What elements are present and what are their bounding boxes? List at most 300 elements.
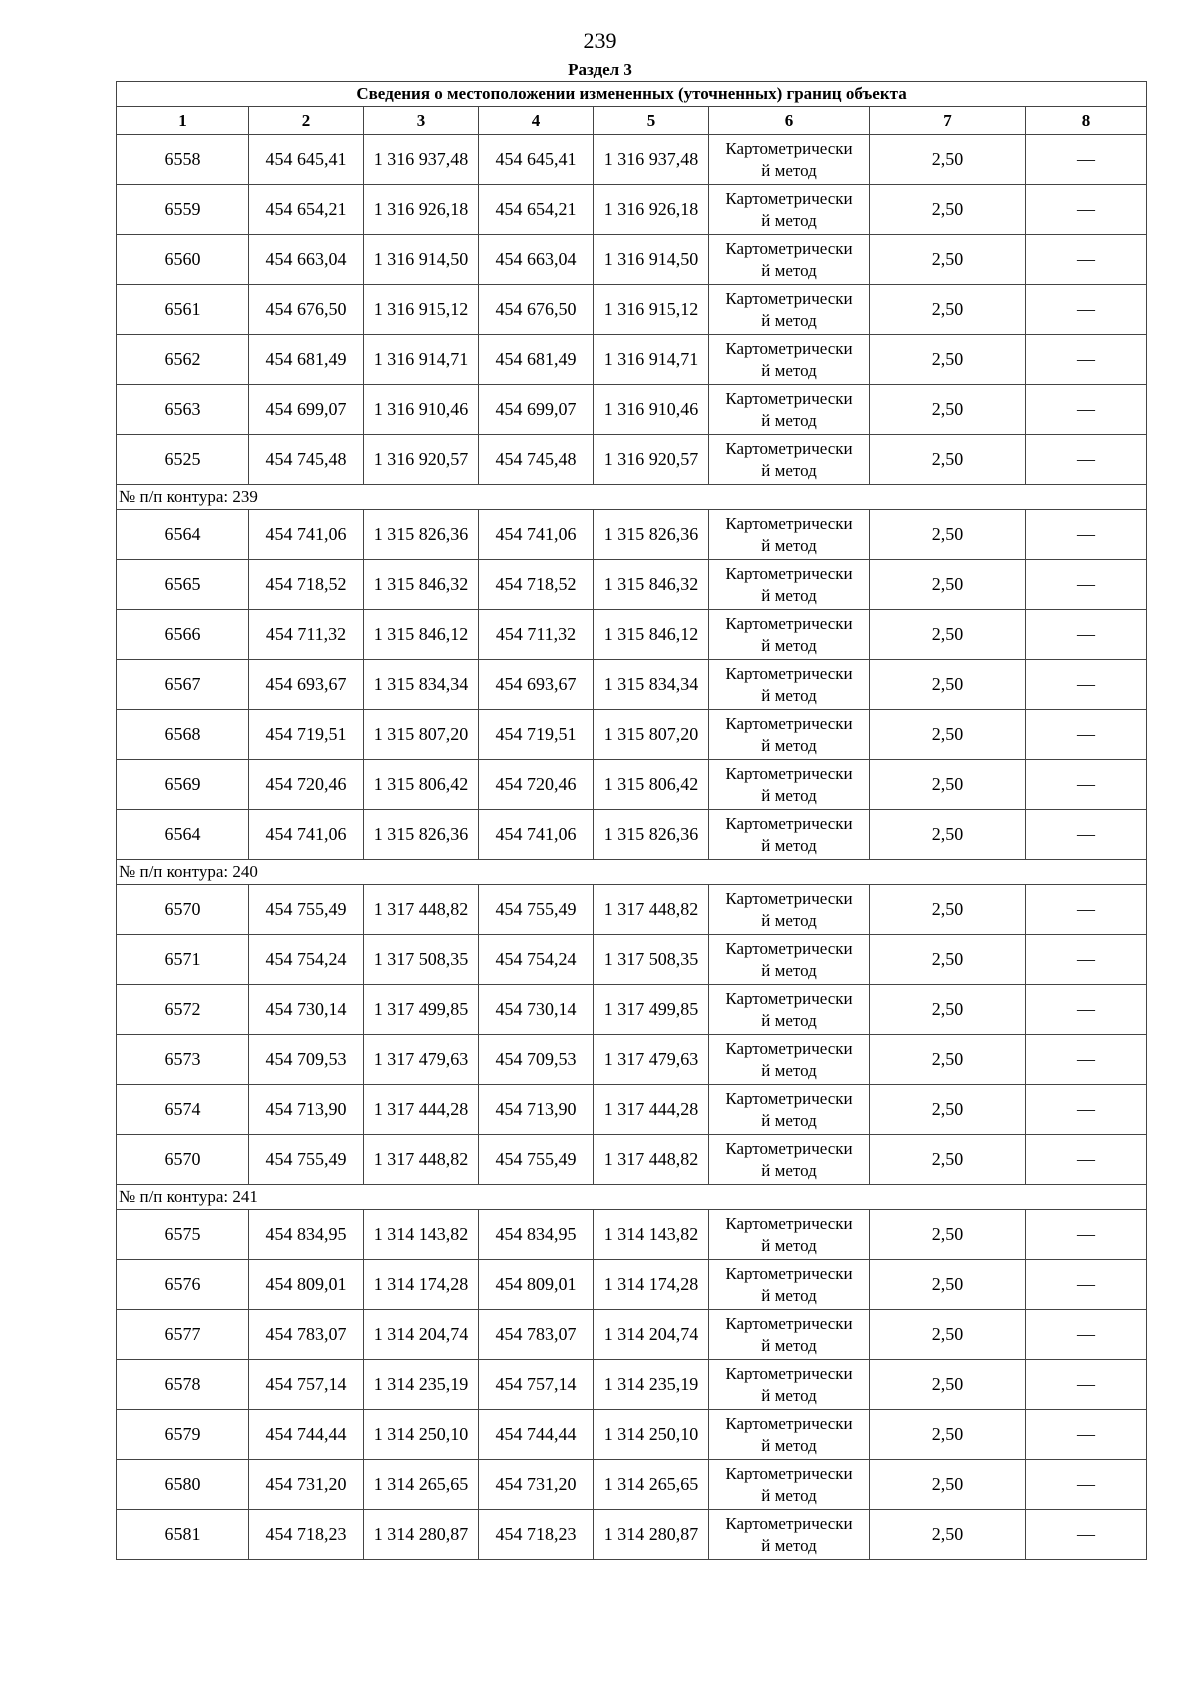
dash: — [1077, 1274, 1096, 1294]
method-line: й метод [761, 460, 817, 480]
coord-x-cell: 454 676,50 [479, 285, 594, 335]
coord-y-cell: 1 317 479,63 [594, 1035, 709, 1085]
point-number-cell: 6565 [117, 560, 249, 610]
method-line: й метод [761, 410, 817, 430]
coord-x-cell: 454 663,04 [249, 235, 364, 285]
coord-x-cell: 454 809,01 [479, 1260, 594, 1310]
coord-x-cell: 454 744,44 [479, 1410, 594, 1460]
table-row [117, 660, 1147, 710]
method-line: й метод [761, 1235, 817, 1255]
method-line: Картометрически [725, 1463, 853, 1483]
coord-x-cell: 454 711,32 [249, 610, 364, 660]
column-number: 5 [594, 107, 709, 135]
table-row [117, 760, 1147, 810]
table-row [117, 560, 1147, 610]
coord-y-cell: 1 314 280,87 [364, 1510, 479, 1560]
dash-cell [1026, 285, 1147, 335]
dash-cell [1026, 660, 1147, 710]
dash-cell [1026, 1085, 1147, 1135]
method-line: Картометрически [725, 988, 853, 1008]
dash-cell [1026, 935, 1147, 985]
coord-y-cell: 1 314 204,74 [364, 1310, 479, 1360]
contour-label: № п/п контура: [119, 862, 233, 881]
method-line: Картометрически [725, 763, 853, 783]
coord-y-cell: 1 314 143,82 [594, 1210, 709, 1260]
coord-y-cell: 1 315 807,20 [364, 710, 479, 760]
method-line: й метод [761, 535, 817, 555]
method-cell [709, 935, 870, 985]
dash-cell [1026, 1135, 1147, 1185]
accuracy-cell: 2,50 [870, 385, 1026, 435]
method-line: Картометрически [725, 888, 853, 908]
dash: — [1077, 1474, 1096, 1494]
point-number-cell: 6568 [117, 710, 249, 760]
method-cell [709, 1310, 870, 1360]
coord-x-cell: 454 754,24 [479, 935, 594, 985]
method-cell [709, 1085, 870, 1135]
table-row [117, 385, 1147, 435]
table-row [117, 935, 1147, 985]
method-cell [709, 710, 870, 760]
point-number-cell: 6573 [117, 1035, 249, 1085]
method-line: Картометрически [725, 1138, 853, 1158]
coord-x-cell: 454 757,14 [249, 1360, 364, 1410]
method-cell [709, 885, 870, 935]
dash: — [1077, 624, 1096, 644]
method-cell [709, 810, 870, 860]
table-row [117, 710, 1147, 760]
dash-cell [1026, 435, 1147, 485]
dash-cell [1026, 985, 1147, 1035]
dash-cell [1026, 335, 1147, 385]
table-row [117, 1460, 1147, 1510]
coord-x-cell: 454 757,14 [479, 1360, 594, 1410]
point-number-cell: 6571 [117, 935, 249, 985]
point-number-cell: 6559 [117, 185, 249, 235]
point-number-cell: 6575 [117, 1210, 249, 1260]
point-number-cell: 6561 [117, 285, 249, 335]
coord-x-cell: 454 654,21 [249, 185, 364, 235]
table-row [117, 185, 1147, 235]
column-number: 1 [117, 107, 249, 135]
table-row [117, 1360, 1147, 1410]
point-number-cell: 6569 [117, 760, 249, 810]
method-line: й метод [761, 960, 817, 980]
contour-number: 240 [232, 862, 258, 881]
method-line: Картометрически [725, 1513, 853, 1533]
accuracy-cell: 2,50 [870, 135, 1026, 185]
method-line: й метод [761, 1160, 817, 1180]
accuracy-cell: 2,50 [870, 560, 1026, 610]
coord-x-cell: 454 681,49 [479, 335, 594, 385]
method-line: й метод [761, 835, 817, 855]
method-line: й метод [761, 1385, 817, 1405]
method-line: й метод [761, 360, 817, 380]
coord-y-cell: 1 316 915,12 [594, 285, 709, 335]
point-number-cell: 6579 [117, 1410, 249, 1460]
method-line: й метод [761, 1435, 817, 1455]
dash: — [1077, 1374, 1096, 1394]
dash-cell [1026, 710, 1147, 760]
coord-y-cell: 1 314 235,19 [364, 1360, 479, 1410]
coord-x-cell: 454 730,14 [249, 985, 364, 1035]
dash-cell [1026, 135, 1147, 185]
method-line: й метод [761, 585, 817, 605]
accuracy-cell: 2,50 [870, 1510, 1026, 1560]
point-number-cell: 6563 [117, 385, 249, 435]
table-row [117, 1310, 1147, 1360]
method-cell [709, 235, 870, 285]
coord-x-cell: 454 755,49 [479, 1135, 594, 1185]
coord-x-cell: 454 709,53 [479, 1035, 594, 1085]
point-number-cell: 6558 [117, 135, 249, 185]
point-number-cell: 6525 [117, 435, 249, 485]
method-line: Картометрически [725, 1313, 853, 1333]
coord-y-cell: 1 316 914,71 [594, 335, 709, 385]
method-cell [709, 1510, 870, 1560]
method-line: Картометрически [725, 1363, 853, 1383]
method-cell [709, 135, 870, 185]
coord-y-cell: 1 317 444,28 [364, 1085, 479, 1135]
method-line: Картометрически [725, 813, 853, 833]
coord-x-cell: 454 699,07 [479, 385, 594, 435]
dash: — [1077, 999, 1096, 1019]
accuracy-cell: 2,50 [870, 1135, 1026, 1185]
table-row [117, 1260, 1147, 1310]
coord-y-cell: 1 317 444,28 [594, 1085, 709, 1135]
method-line: й метод [761, 1285, 817, 1305]
coord-y-cell: 1 316 910,46 [364, 385, 479, 435]
method-line: Картометрически [725, 338, 853, 358]
dash-cell [1026, 235, 1147, 285]
method-line: Картометрически [725, 613, 853, 633]
coord-y-cell: 1 314 250,10 [364, 1410, 479, 1460]
contour-label: № п/п контура: [119, 487, 233, 506]
coord-x-cell: 454 719,51 [479, 710, 594, 760]
dash: — [1077, 524, 1096, 544]
accuracy-cell: 2,50 [870, 510, 1026, 560]
coord-y-cell: 1 315 806,42 [364, 760, 479, 810]
dash-cell [1026, 560, 1147, 610]
coord-y-cell: 1 314 204,74 [594, 1310, 709, 1360]
method-line: Картометрически [725, 713, 853, 733]
dash: — [1077, 249, 1096, 269]
accuracy-cell: 2,50 [870, 810, 1026, 860]
coord-x-cell: 454 713,90 [249, 1085, 364, 1135]
section-title: Раздел 3 [568, 60, 632, 79]
method-line: й метод [761, 1010, 817, 1030]
accuracy-cell: 2,50 [870, 610, 1026, 660]
coord-x-cell: 454 654,21 [479, 185, 594, 235]
coord-y-cell: 1 316 910,46 [594, 385, 709, 435]
method-cell [709, 1035, 870, 1085]
accuracy-cell: 2,50 [870, 660, 1026, 710]
point-number-cell: 6564 [117, 810, 249, 860]
method-cell [709, 985, 870, 1035]
point-number-cell: 6581 [117, 1510, 249, 1560]
coord-x-cell: 454 718,52 [249, 560, 364, 610]
coord-y-cell: 1 315 846,12 [364, 610, 479, 660]
method-cell [709, 560, 870, 610]
coord-x-cell: 454 731,20 [479, 1460, 594, 1510]
dash-cell [1026, 1360, 1147, 1410]
table-row [117, 1085, 1147, 1135]
table-row [117, 335, 1147, 385]
dash: — [1077, 149, 1096, 169]
coord-y-cell: 1 315 846,12 [594, 610, 709, 660]
coord-x-cell: 454 731,20 [249, 1460, 364, 1510]
coord-x-cell: 454 711,32 [479, 610, 594, 660]
accuracy-cell: 2,50 [870, 1410, 1026, 1460]
coord-y-cell: 1 315 806,42 [594, 760, 709, 810]
coord-y-cell: 1 317 448,82 [594, 885, 709, 935]
method-line: Картометрически [725, 663, 853, 683]
coord-y-cell: 1 316 914,50 [364, 235, 479, 285]
table-row [117, 1210, 1147, 1260]
contour-number: 239 [232, 487, 258, 506]
table-row [117, 435, 1147, 485]
table-row [117, 235, 1147, 285]
coord-y-cell: 1 316 914,71 [364, 335, 479, 385]
method-cell [709, 660, 870, 710]
coord-y-cell: 1 317 508,35 [364, 935, 479, 985]
dash: — [1077, 674, 1096, 694]
method-line: й метод [761, 1485, 817, 1505]
table-row [117, 1035, 1147, 1085]
coord-y-cell: 1 316 914,50 [594, 235, 709, 285]
method-line: й метод [761, 1060, 817, 1080]
coord-x-cell: 454 741,06 [479, 510, 594, 560]
dash: — [1077, 774, 1096, 794]
coord-x-cell: 454 755,49 [249, 885, 364, 935]
dash-cell [1026, 1260, 1147, 1310]
method-line: й метод [761, 735, 817, 755]
coord-x-cell: 454 783,07 [479, 1310, 594, 1360]
point-number-cell: 6567 [117, 660, 249, 710]
coord-y-cell: 1 314 265,65 [364, 1460, 479, 1510]
method-line: Картометрически [725, 1263, 853, 1283]
dash: — [1077, 949, 1096, 969]
dash: — [1077, 199, 1096, 219]
coord-y-cell: 1 315 826,36 [364, 510, 479, 560]
coord-y-cell: 1 314 174,28 [594, 1260, 709, 1310]
coord-x-cell: 454 663,04 [479, 235, 594, 285]
coord-x-cell: 454 834,95 [479, 1210, 594, 1260]
method-line: й метод [761, 160, 817, 180]
accuracy-cell: 2,50 [870, 1360, 1026, 1410]
coord-x-cell: 454 745,48 [479, 435, 594, 485]
method-line: й метод [761, 685, 817, 705]
point-number-cell: 6574 [117, 1085, 249, 1135]
accuracy-cell: 2,50 [870, 710, 1026, 760]
method-cell [709, 335, 870, 385]
point-number-cell: 6570 [117, 885, 249, 935]
coord-y-cell: 1 317 448,82 [364, 1135, 479, 1185]
coord-y-cell: 1 314 143,82 [364, 1210, 479, 1260]
point-number-cell: 6572 [117, 985, 249, 1035]
dash-cell [1026, 1460, 1147, 1510]
coord-x-cell: 454 744,44 [249, 1410, 364, 1460]
coord-x-cell: 454 719,51 [249, 710, 364, 760]
coord-y-cell: 1 317 479,63 [364, 1035, 479, 1085]
dash-cell [1026, 185, 1147, 235]
dash: — [1077, 1224, 1096, 1244]
coord-y-cell: 1 316 920,57 [594, 435, 709, 485]
accuracy-cell: 2,50 [870, 435, 1026, 485]
dash: — [1077, 349, 1096, 369]
coord-y-cell: 1 314 235,19 [594, 1360, 709, 1410]
table-row [117, 510, 1147, 560]
method-line: Картометрически [725, 288, 853, 308]
coord-x-cell: 454 681,49 [249, 335, 364, 385]
coordinates-table [116, 81, 1147, 1560]
method-line: й метод [761, 1535, 817, 1555]
dash: — [1077, 399, 1096, 419]
method-cell [709, 610, 870, 660]
dash: — [1077, 574, 1096, 594]
method-cell [709, 435, 870, 485]
coord-x-cell: 454 693,67 [479, 660, 594, 710]
table-row [117, 1510, 1147, 1560]
coord-x-cell: 454 720,46 [479, 760, 594, 810]
method-cell [709, 1260, 870, 1310]
coord-x-cell: 454 699,07 [249, 385, 364, 435]
dash-cell [1026, 810, 1147, 860]
method-cell [709, 385, 870, 435]
accuracy-cell: 2,50 [870, 935, 1026, 985]
column-number: 3 [364, 107, 479, 135]
point-number-cell: 6566 [117, 610, 249, 660]
table-row [117, 1410, 1147, 1460]
method-line: Картометрически [725, 563, 853, 583]
coord-y-cell: 1 317 448,82 [364, 885, 479, 935]
method-cell [709, 760, 870, 810]
coord-y-cell: 1 317 499,85 [594, 985, 709, 1035]
dash-cell [1026, 1210, 1147, 1260]
point-number-cell: 6560 [117, 235, 249, 285]
method-cell [709, 1360, 870, 1410]
dash: — [1077, 824, 1096, 844]
coord-x-cell: 454 645,41 [479, 135, 594, 185]
dash-cell [1026, 610, 1147, 660]
method-line: Картометрически [725, 188, 853, 208]
table-row [117, 1135, 1147, 1185]
column-number-row [117, 107, 1147, 135]
method-line: Картометрически [725, 938, 853, 958]
coord-x-cell: 454 755,49 [249, 1135, 364, 1185]
dash-cell [1026, 510, 1147, 560]
method-line: Картометрически [725, 138, 853, 158]
method-line: й метод [761, 1110, 817, 1130]
dash: — [1077, 1524, 1096, 1544]
coord-y-cell: 1 314 280,87 [594, 1510, 709, 1560]
coord-x-cell: 454 741,06 [479, 810, 594, 860]
coord-y-cell: 1 315 826,36 [594, 810, 709, 860]
method-line: й метод [761, 1335, 817, 1355]
dash: — [1077, 899, 1096, 919]
coord-y-cell: 1 316 926,18 [364, 185, 479, 235]
contour-header [117, 485, 1147, 510]
coord-x-cell: 454 718,23 [479, 1510, 594, 1560]
table-row [117, 810, 1147, 860]
coord-x-cell: 454 745,48 [249, 435, 364, 485]
method-line: й метод [761, 210, 817, 230]
method-cell [709, 285, 870, 335]
dash: — [1077, 449, 1096, 469]
contour-label: № п/п контура: [119, 1187, 233, 1206]
method-line: Картометрически [725, 1088, 853, 1108]
contour-number: 241 [232, 1187, 258, 1206]
column-number: 2 [249, 107, 364, 135]
table-row [117, 610, 1147, 660]
coord-x-cell: 454 693,67 [249, 660, 364, 710]
coord-x-cell: 454 783,07 [249, 1310, 364, 1360]
point-number-cell: 6570 [117, 1135, 249, 1185]
dash: — [1077, 1424, 1096, 1444]
method-line: Картометрически [725, 388, 853, 408]
coord-y-cell: 1 317 508,35 [594, 935, 709, 985]
coord-y-cell: 1 315 807,20 [594, 710, 709, 760]
method-line: й метод [761, 785, 817, 805]
accuracy-cell: 2,50 [870, 885, 1026, 935]
dash: — [1077, 1324, 1096, 1344]
method-cell [709, 185, 870, 235]
accuracy-cell: 2,50 [870, 1035, 1026, 1085]
coord-y-cell: 1 315 846,32 [364, 560, 479, 610]
column-number: 8 [1026, 107, 1147, 135]
dash-cell [1026, 1035, 1147, 1085]
method-line: й метод [761, 260, 817, 280]
contour-header [117, 860, 1147, 885]
point-number-cell: 6577 [117, 1310, 249, 1360]
coord-x-cell: 454 809,01 [249, 1260, 364, 1310]
column-number: 4 [479, 107, 594, 135]
coord-y-cell: 1 316 937,48 [594, 135, 709, 185]
table-caption: Сведения о местоположении измененных (уточненных) границ объекта [117, 82, 1147, 107]
coord-x-cell: 454 741,06 [249, 510, 364, 560]
method-line: Картометрически [725, 438, 853, 458]
coord-x-cell: 454 718,52 [479, 560, 594, 610]
accuracy-cell: 2,50 [870, 1260, 1026, 1310]
coord-y-cell: 1 317 448,82 [594, 1135, 709, 1185]
coord-y-cell: 1 314 265,65 [594, 1460, 709, 1510]
table-row [117, 135, 1147, 185]
method-line: Картометрически [725, 1038, 853, 1058]
method-cell [709, 1460, 870, 1510]
coord-y-cell: 1 314 174,28 [364, 1260, 479, 1310]
method-cell [709, 1210, 870, 1260]
accuracy-cell: 2,50 [870, 1460, 1026, 1510]
coord-y-cell: 1 316 937,48 [364, 135, 479, 185]
coord-x-cell: 454 709,53 [249, 1035, 364, 1085]
coord-x-cell: 454 730,14 [479, 985, 594, 1035]
accuracy-cell: 2,50 [870, 285, 1026, 335]
coord-x-cell: 454 645,41 [249, 135, 364, 185]
coord-y-cell: 1 314 250,10 [594, 1410, 709, 1460]
method-line: й метод [761, 910, 817, 930]
method-line: й метод [761, 635, 817, 655]
coord-y-cell: 1 316 926,18 [594, 185, 709, 235]
accuracy-cell: 2,50 [870, 985, 1026, 1035]
column-number: 7 [870, 107, 1026, 135]
dash: — [1077, 724, 1096, 744]
coord-y-cell: 1 316 915,12 [364, 285, 479, 335]
coord-y-cell: 1 315 846,32 [594, 560, 709, 610]
accuracy-cell: 2,50 [870, 760, 1026, 810]
point-number-cell: 6564 [117, 510, 249, 560]
accuracy-cell: 2,50 [870, 1310, 1026, 1360]
coord-y-cell: 1 316 920,57 [364, 435, 479, 485]
